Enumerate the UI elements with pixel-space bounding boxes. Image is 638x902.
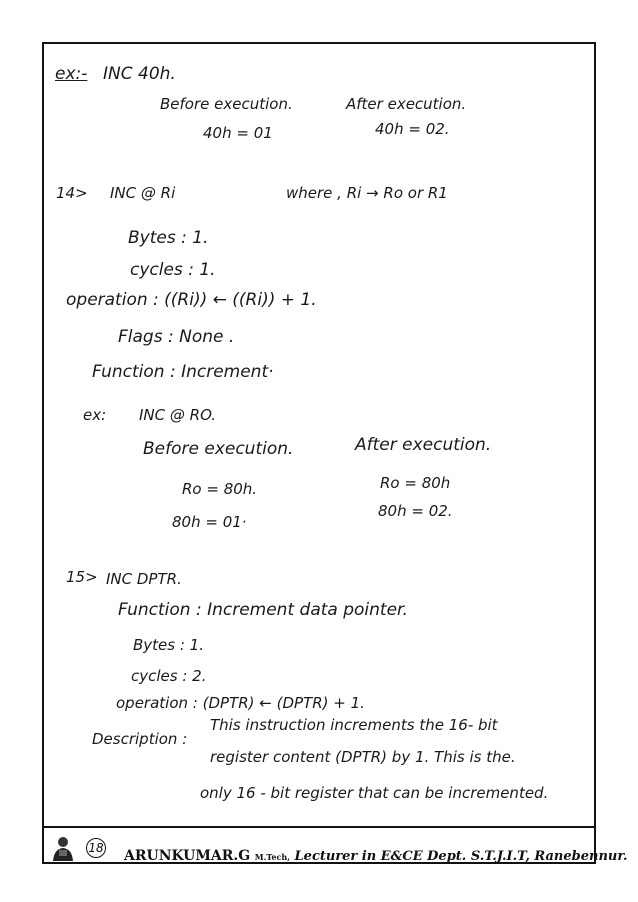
flags-line: Flags : None . — [118, 327, 235, 347]
section-instruction: INC @ Ri — [110, 184, 176, 202]
page-number: 18 — [86, 838, 106, 858]
author-photo — [50, 834, 76, 862]
section-instruction: INC DPTR. — [106, 570, 182, 588]
description-label: Description : — [92, 730, 188, 748]
cycles-line: cycles : 1. — [130, 260, 216, 280]
after-value: 40h = 02. — [375, 120, 450, 138]
before-value: 80h = 01· — [172, 513, 247, 531]
section-number: 15> — [66, 568, 98, 586]
author-role: Lecturer in E&CE Dept. S.T.J.I.T, Ranebennur. — [294, 849, 628, 864]
example-label: ex: — [83, 406, 107, 424]
register-note: where , Ri → Ro or R1 — [286, 184, 448, 202]
after-value: Ro = 80h — [380, 474, 451, 492]
bytes-line: Bytes : 1. — [133, 636, 204, 654]
function-line: Function : Increment· — [92, 362, 274, 382]
footer-divider — [42, 826, 596, 828]
footer-credit — [124, 848, 628, 864]
author-degree: M.Tech, — [254, 852, 290, 862]
cycles-line: cycles : 2. — [131, 667, 207, 685]
before-value: 40h = 01 — [203, 124, 273, 142]
description-line: This instruction increments the 16- bit — [210, 716, 498, 734]
author-name: ARUNKUMAR.G — [124, 848, 251, 864]
before-execution-title: Before execution. — [143, 439, 294, 459]
description-line: only 16 - bit register that can be incremented. — [200, 784, 549, 802]
after-execution-title: After execution. — [346, 95, 467, 113]
bytes-line: Bytes : 1. — [128, 228, 209, 248]
description-line: register content (DPTR) by 1. This is the. — [210, 748, 516, 766]
example-instruction: INC @ RO. — [139, 406, 217, 424]
before-execution-title: Before execution. — [160, 95, 293, 113]
function-line: Function : Increment data pointer. — [118, 600, 408, 620]
example-label: ex:- — [55, 64, 88, 84]
after-execution-title: After execution. — [355, 435, 492, 455]
section-number: 14> — [56, 184, 88, 202]
example-instruction: INC 40h. — [103, 64, 176, 84]
before-value: Ro = 80h. — [182, 480, 258, 498]
after-value: 80h = 02. — [378, 502, 453, 520]
operation-line: operation : (DPTR) ← (DPTR) + 1. — [116, 694, 365, 712]
operation-line: operation : ((Ri)) ← ((Ri)) + 1. — [66, 290, 317, 310]
